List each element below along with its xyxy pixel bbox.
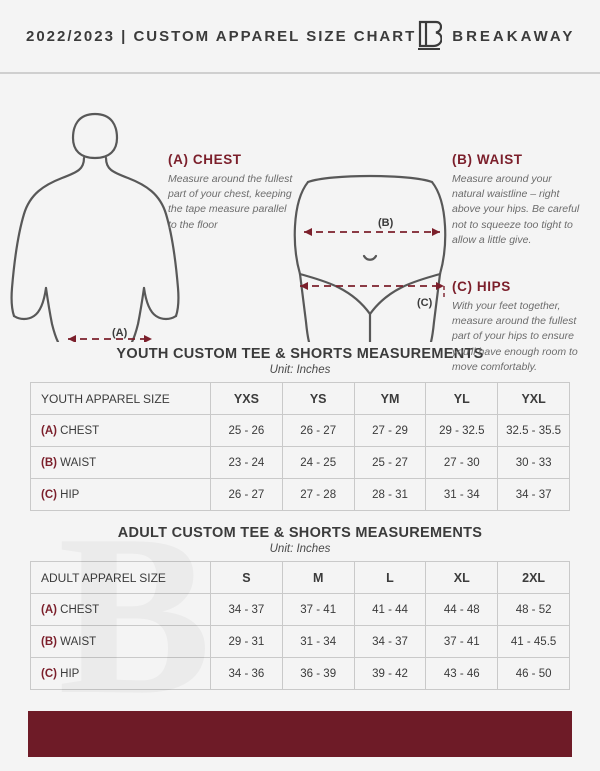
youth-col-1: YS: [282, 383, 354, 415]
adult-waist-v0: 29 - 31: [211, 626, 283, 658]
adult-section: [0, 525, 600, 690]
adult-col-1: M: [282, 562, 354, 594]
adult-hip-marker: (C): [41, 667, 57, 680]
youth-waist-v3: 27 - 30: [426, 447, 498, 479]
adult-col-0: S: [211, 562, 283, 594]
youth-hip-v2: 28 - 31: [354, 479, 426, 511]
adult-chest-marker: (A): [41, 603, 57, 616]
table-header-row: [31, 383, 570, 415]
table-row: [31, 658, 570, 690]
youth-col-3: YL: [426, 383, 498, 415]
youth-row-label-waist: [31, 447, 211, 479]
callout-chest-title: (A) CHEST: [168, 152, 242, 167]
callout-waist-body: Measure around your natural waistline – right above your hips. Be careful not to squeeze too tight to allow a little give.: [452, 173, 580, 246]
waist-marker-label: (B): [378, 217, 394, 229]
adult-hip-v2: 39 - 42: [354, 658, 426, 690]
youth-unit: Unit: Inches: [269, 364, 331, 376]
table-row: [31, 626, 570, 658]
youth-chest-name: CHEST: [60, 424, 100, 437]
youth-chest-v3: 29 - 32.5: [426, 415, 498, 447]
adult-hip-name: HIP: [60, 667, 80, 680]
adult-chest-v4: 48 - 52: [498, 594, 570, 626]
adult-waist-v1: 31 - 34: [282, 626, 354, 658]
adult-title: ADULT CUSTOM TEE & SHORTS MEASUREMENTS: [117, 525, 483, 541]
table-row: [31, 479, 570, 511]
page-title: 2022/2023 | CUSTOM APPAREL SIZE CHART: [26, 27, 417, 45]
youth-hip-v0: 26 - 27: [211, 479, 283, 511]
youth-title: YOUTH CUSTOM TEE & SHORTS MEASUREMENTS: [116, 346, 484, 362]
adult-hip-v3: 43 - 46: [426, 658, 498, 690]
youth-col-4: YXL: [498, 383, 570, 415]
footer-bar: [28, 711, 572, 757]
table-row: [31, 415, 570, 447]
adult-hip-v0: 34 - 36: [211, 658, 283, 690]
youth-chest-v1: 26 - 27: [282, 415, 354, 447]
adult-chest-v0: 34 - 37: [211, 594, 283, 626]
youth-waist-v4: 30 - 33: [498, 447, 570, 479]
youth-chest-marker: (A): [41, 424, 57, 437]
youth-hip-v3: 31 - 34: [426, 479, 498, 511]
youth-row-label-hip: [31, 479, 211, 511]
table-row: [31, 594, 570, 626]
adult-hip-v1: 36 - 39: [282, 658, 354, 690]
adult-waist-v3: 37 - 41: [426, 626, 498, 658]
adult-waist-v4: 41 - 45.5: [498, 626, 570, 658]
adult-chest-v3: 44 - 48: [426, 594, 498, 626]
adult-col-2: L: [354, 562, 426, 594]
youth-chest-v4: 32.5 - 35.5: [498, 415, 570, 447]
hips-marker-label: (C): [417, 297, 433, 309]
table-header-row: [31, 562, 570, 594]
youth-col-2: YM: [354, 383, 426, 415]
breakaway-b-logo-icon: [416, 20, 442, 52]
youth-chest-v2: 27 - 29: [354, 415, 426, 447]
adult-chest-v1: 37 - 41: [282, 594, 354, 626]
callout-waist: [452, 152, 584, 248]
youth-waist-v1: 24 - 25: [282, 447, 354, 479]
youth-waist-v2: 25 - 27: [354, 447, 426, 479]
adult-waist-v2: 34 - 37: [354, 626, 426, 658]
lower-body-outline: [295, 176, 446, 342]
youth-waist-v0: 23 - 24: [211, 447, 283, 479]
callout-hips: [452, 279, 588, 375]
front-body-outline: [12, 114, 179, 342]
adult-row-label-hip: [31, 658, 211, 690]
youth-hip-v1: 27 - 28: [282, 479, 354, 511]
page-header: [0, 0, 600, 74]
callout-waist-title: (B) WAIST: [452, 152, 523, 167]
chest-measure-line: [68, 335, 152, 342]
callout-hips-body: With your feet together, measure around the fullest part of your hips to ensure you'll have enough room to move comfortably.: [452, 300, 578, 373]
youth-row-label-chest: [31, 415, 211, 447]
adult-size-table: [30, 561, 570, 690]
adult-chest-v2: 41 - 44: [354, 594, 426, 626]
hips-measure-line: [300, 282, 444, 290]
brand: [416, 20, 575, 52]
youth-col-0: YXS: [211, 383, 283, 415]
waist-measure-line: [304, 228, 440, 236]
youth-row-header: YOUTH APPAREL SIZE: [31, 383, 211, 415]
adult-col-4: 2XL: [498, 562, 570, 594]
adult-waist-marker: (B): [41, 635, 57, 648]
callout-hips-title: (C) HIPS: [452, 279, 511, 294]
adult-col-3: XL: [426, 562, 498, 594]
callout-chest: [168, 152, 293, 233]
adult-row-label-chest: [31, 594, 211, 626]
youth-hip-marker: (C): [41, 488, 57, 501]
youth-waist-marker: (B): [41, 456, 57, 469]
youth-waist-name: WAIST: [60, 456, 97, 469]
table-row: [31, 447, 570, 479]
adult-waist-name: WAIST: [60, 635, 97, 648]
chest-marker-label: (A): [112, 327, 128, 339]
brand-name: BREAKAWAY: [452, 27, 576, 45]
callout-chest-body: Measure around the fullest part of your chest, keeping the tape measure parallel to the floor: [168, 173, 293, 231]
adult-row-label-waist: [31, 626, 211, 658]
adult-row-header: ADULT APPAREL SIZE: [31, 562, 211, 594]
youth-hip-name: HIP: [60, 488, 80, 501]
youth-hip-v4: 34 - 37: [498, 479, 570, 511]
youth-size-table: [30, 382, 570, 511]
youth-chest-v0: 25 - 26: [211, 415, 283, 447]
adult-unit: Unit: Inches: [269, 543, 331, 555]
adult-hip-v4: 46 - 50: [498, 658, 570, 690]
adult-chest-name: CHEST: [60, 603, 100, 616]
